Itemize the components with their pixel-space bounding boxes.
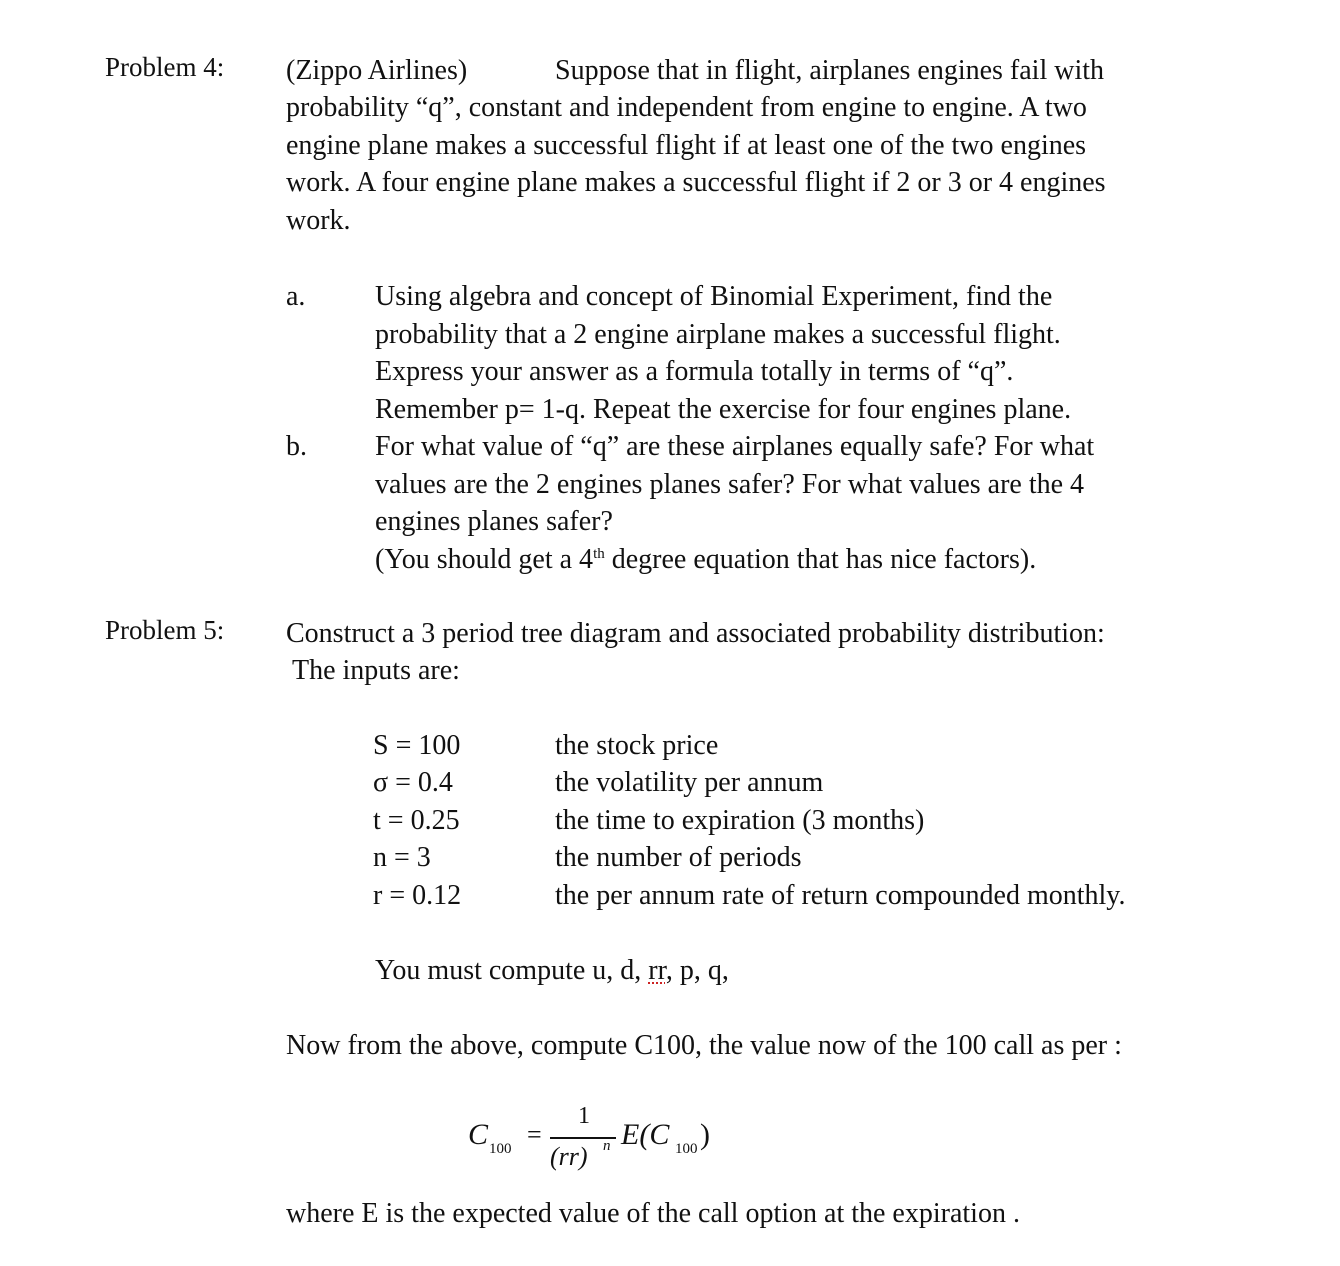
formula-rhs-close: ): [700, 1118, 710, 1151]
input-desc-stock-price: the stock price: [555, 730, 719, 761]
input-symbol-time: t = 0.25: [373, 805, 460, 836]
problem-4-intro-line-4: work. A four engine plane makes a successful flight if 2 or 3 or 4 engines: [286, 167, 1106, 198]
part-b-line-3: engines planes safer?: [375, 506, 613, 537]
input-symbol-rate: r = 0.12: [373, 880, 462, 911]
part-b-note-superscript: th: [593, 545, 605, 562]
part-b-marker: b.: [286, 431, 307, 462]
problem-4-intro-line-1: Suppose that in flight, airplanes engines fail with: [555, 55, 1105, 86]
input-desc-volatility: the volatility per annum: [555, 767, 824, 798]
formula-denominator: (rr): [550, 1142, 588, 1171]
now-compute-line: Now from the above, compute C100, the value now of the 100 call as per :: [286, 1030, 1122, 1061]
part-a-line-1: Using algebra and concept of Binomial Experiment, find the: [375, 281, 1053, 312]
problem-5-intro-line-1: Construct a 3 period tree diagram and associated probability distribution:: [286, 618, 1105, 649]
problem-5-label: Problem 5:: [105, 615, 225, 645]
formula-lhs-subscript: 100: [489, 1141, 512, 1157]
formula-denominator-exponent: n: [603, 1138, 611, 1154]
input-desc-rate: the per annum rate of return compounded monthly.: [555, 880, 1126, 911]
part-b-line-1: For what value of “q” are these airplanes equally safe? For what: [375, 431, 1095, 462]
formula-rhs-subscript: 100: [675, 1141, 698, 1157]
formula-numerator: 1: [578, 1103, 590, 1129]
problem-4-intro-body: [286, 89, 1106, 239]
input-desc-time: the time to expiration (3 months): [555, 805, 925, 836]
input-symbol-volatility: σ = 0.4: [373, 767, 453, 798]
part-a-line-4: Remember p= 1-q. Repeat the exercise for four engines plane.: [375, 393, 1072, 425]
formula-lhs-c: C: [468, 1118, 489, 1151]
problem-5-intro-line-2: The inputs are:: [292, 655, 460, 686]
problem-4-title: (Zippo Airlines): [286, 55, 468, 86]
part-b-text: [375, 428, 1094, 578]
formula-equals: =: [527, 1120, 542, 1149]
input-symbol-periods: n = 3: [373, 842, 431, 873]
part-a-line-3: Express your answer as a formula totally in terms of “q”.: [375, 356, 1014, 387]
part-b-note: [375, 541, 1094, 579]
compute-rr: rr: [648, 955, 666, 986]
where-line: where E is the expected value of the call option at the expiration .: [286, 1198, 1020, 1229]
problem-4-intro-line-5: work.: [286, 204, 351, 236]
part-a-text: [375, 278, 1071, 428]
formula-rhs: E(C: [621, 1118, 670, 1151]
part-a-line-2: probability that a 2 engine airplane makes a successful flight.: [375, 318, 1061, 350]
part-a-marker: a.: [286, 281, 306, 312]
part-b-line-2: values are the 2 engines planes safer? For what values are the 4: [375, 468, 1085, 500]
problem-4-label: Problem 4:: [105, 52, 225, 82]
input-desc-periods: the number of periods: [555, 842, 802, 873]
problem-4-intro-line-3: engine plane makes a successful flight if at least one of the two engines: [286, 129, 1087, 161]
part-b-note-prefix: (You should get a 4: [375, 543, 594, 575]
compute-instruction: [375, 952, 729, 990]
input-symbol-stock-price: S = 100: [373, 730, 461, 761]
problem-4-intro-line-2: probability “q”, constant and independent from engine to engine. A two: [286, 92, 1087, 123]
compute-prefix: You must compute u, d,: [375, 955, 649, 986]
compute-suffix: , p, q,: [665, 955, 729, 986]
part-b-note-suffix: degree equation that has nice factors).: [604, 543, 1037, 575]
